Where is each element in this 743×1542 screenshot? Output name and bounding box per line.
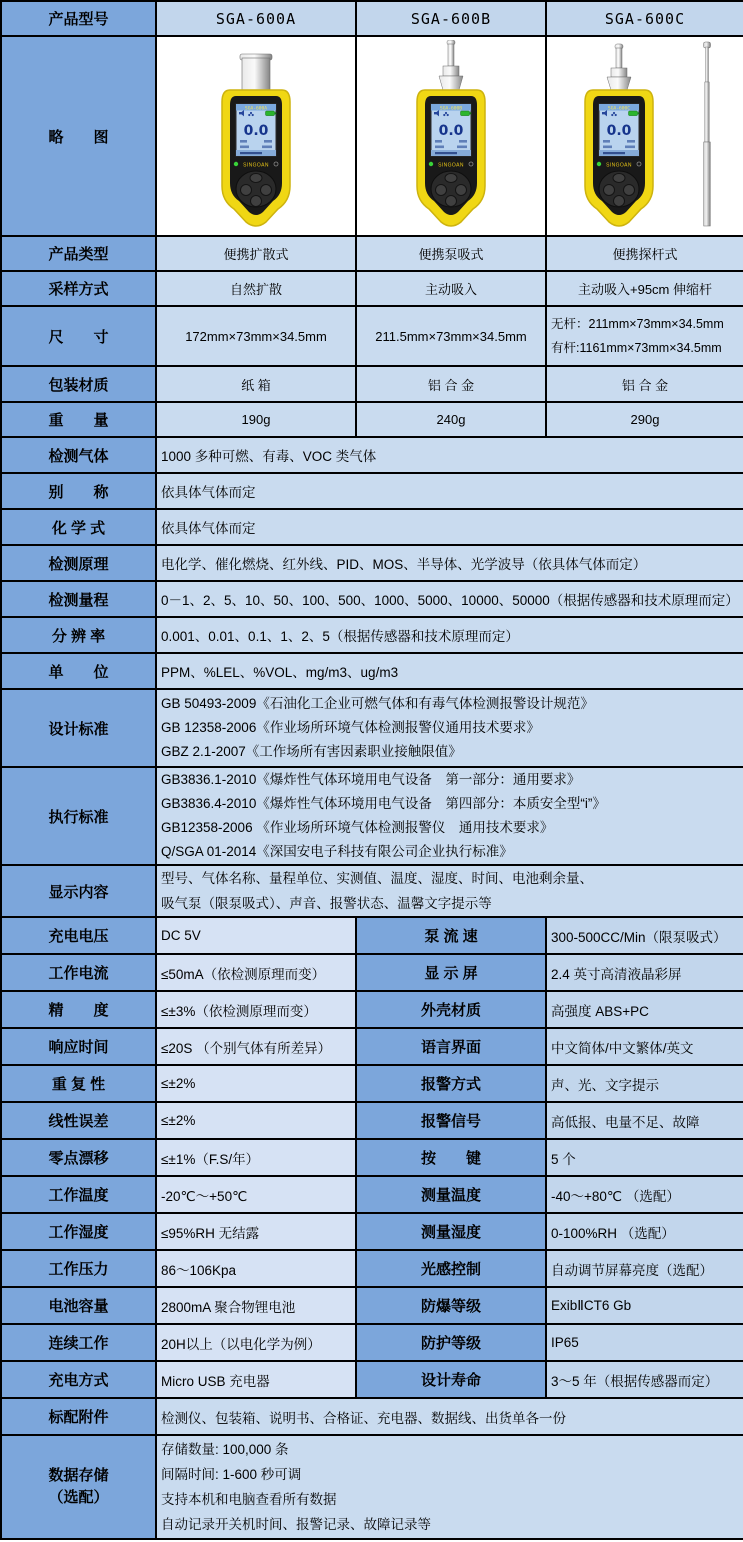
row-label-resolution: 分 辨 率 bbox=[1, 617, 156, 653]
dimension-with-rod: 有杆:1161mm×73mm×34.5mm bbox=[551, 341, 722, 355]
brand-label: SINGOAN bbox=[438, 162, 464, 169]
spec-value: 240g bbox=[356, 402, 546, 437]
table-row bbox=[1, 306, 743, 366]
row-label-repeatability: 重 复 性 bbox=[1, 1065, 156, 1102]
probe-tube bbox=[616, 48, 622, 68]
screen-info-line bbox=[603, 146, 612, 149]
table-row bbox=[1, 473, 743, 509]
battery-icon-nub bbox=[275, 112, 277, 114]
fan-icon bbox=[250, 112, 252, 114]
table-row bbox=[1, 1361, 743, 1398]
screen-info-line bbox=[457, 146, 467, 149]
data-storage-optional-line: （选配） bbox=[48, 1489, 109, 1506]
row-label-packaging-material: 包装材质 bbox=[1, 366, 156, 402]
table-row bbox=[1, 954, 743, 991]
spec-value: 2800mA 聚合物锂电池 bbox=[156, 1287, 356, 1324]
row-label-buttons: 按 键 bbox=[356, 1139, 546, 1176]
spec-value bbox=[546, 306, 743, 366]
fan-icon-blade bbox=[611, 114, 613, 116]
table-row bbox=[1, 1, 743, 36]
screen-info-line bbox=[459, 140, 467, 143]
fan-icon-blade bbox=[248, 114, 250, 116]
row-label-language-interface: 语言界面 bbox=[356, 1028, 546, 1065]
fan-icon bbox=[445, 112, 447, 114]
row-label-pump-flow: 泵 流 速 bbox=[356, 917, 546, 954]
data-storage-label-line: 数据存储 bbox=[48, 1467, 109, 1484]
table-row bbox=[1, 1398, 743, 1435]
spec-value: 便携探杆式 bbox=[546, 236, 743, 271]
screen-info-line bbox=[264, 140, 272, 143]
table-row bbox=[1, 991, 743, 1028]
device-illustration-sga-600c bbox=[555, 40, 735, 232]
battery-icon-nub bbox=[638, 112, 640, 114]
menu-button bbox=[250, 174, 262, 183]
row-label-display-content: 显示内容 bbox=[1, 865, 156, 917]
screen-reading: 0.0 bbox=[243, 123, 269, 139]
row-label-battery-capacity: 电池容量 bbox=[1, 1287, 156, 1324]
brand-label: SINGOAN bbox=[606, 162, 632, 169]
device-illustration-sga-600b bbox=[383, 40, 519, 232]
spec-value: 主动吸入 bbox=[356, 271, 546, 306]
screen-time-text bbox=[240, 152, 262, 154]
spec-value: 290g bbox=[546, 402, 743, 437]
fan-icon-blade bbox=[615, 114, 617, 116]
table-row bbox=[1, 917, 743, 954]
spec-value: 自动调节屏幕亮度（选配） bbox=[546, 1250, 743, 1287]
screen-time-text bbox=[435, 152, 457, 154]
row-label-dimensions: 尺 寸 bbox=[1, 306, 156, 366]
spec-value: 依具体气体而定 bbox=[156, 473, 743, 509]
spec-value: 172mm×73mm×34.5mm bbox=[156, 306, 356, 366]
spec-value: 铝 合 金 bbox=[356, 366, 546, 402]
screen-info-line bbox=[603, 140, 610, 143]
spec-value: 190g bbox=[156, 402, 356, 437]
table-row bbox=[1, 1102, 743, 1139]
table-row bbox=[1, 236, 743, 271]
spec-value: 中文简体/中文繁体/英文 bbox=[546, 1028, 743, 1065]
row-label-measure-temperature: 测量温度 bbox=[356, 1176, 546, 1213]
table-row bbox=[1, 271, 743, 306]
enter-button bbox=[251, 196, 262, 207]
row-label-sketch: 略 图 bbox=[1, 36, 156, 236]
battery-icon bbox=[629, 111, 638, 116]
row-label-sampling-method: 采样方式 bbox=[1, 271, 156, 306]
row-label-chemical-formula: 化 学 式 bbox=[1, 509, 156, 545]
pump-collar bbox=[611, 68, 627, 77]
spec-value: 3～5 年（根据传感器而定） bbox=[546, 1361, 743, 1398]
row-label-detected-gas: 检测气体 bbox=[1, 437, 156, 473]
spec-value: 自然扩散 bbox=[156, 271, 356, 306]
row-label-product-type: 产品类型 bbox=[1, 236, 156, 271]
row-label-detection-principle: 检测原理 bbox=[1, 545, 156, 581]
spec-value: -40～+80℃ （选配） bbox=[546, 1176, 743, 1213]
spec-value: 声、光、文字提示 bbox=[546, 1065, 743, 1102]
standard-line: GBZ 2.1-2007《工作场所有害因素职业接触限值》 bbox=[161, 744, 462, 759]
row-label-detection-range: 检测量程 bbox=[1, 581, 156, 617]
spec-value: 20H以上（以电化学为例） bbox=[156, 1324, 356, 1361]
standard-line: GB 50493-2009《石油化工企业可燃气体和有毒气体检测报警设计规范》 bbox=[161, 696, 594, 711]
device-photo-cell-a bbox=[156, 36, 356, 236]
row-label-charging-method: 充电方式 bbox=[1, 1361, 156, 1398]
telescopic-rod-bottom-segment bbox=[704, 142, 711, 226]
spec-value: 5 个 bbox=[546, 1139, 743, 1176]
spec-value: -20℃～+50℃ bbox=[156, 1176, 356, 1213]
enter-button bbox=[614, 196, 625, 207]
device-illustration-sga-600a bbox=[188, 40, 324, 232]
spec-value: 0－1、2、5、10、50、100、500、1000、5000、10000、50000（根据传感器和技术原理而定） bbox=[156, 581, 743, 617]
screen-time-text bbox=[603, 152, 625, 154]
table-row bbox=[1, 1435, 743, 1539]
spec-value: PPM、%LEL、%VOL、mg/m3、ug/m3 bbox=[156, 653, 743, 689]
screen-info-line bbox=[240, 140, 247, 143]
spec-value: 高强度 ABS+PC bbox=[546, 991, 743, 1028]
display-content-line: 型号、气体名称、量程单位、实测值、温度、湿度、时间、电池剩余量、 bbox=[161, 871, 593, 886]
row-label-execution-standard: 执行标准 bbox=[1, 767, 156, 865]
screen-info-line bbox=[240, 146, 249, 149]
spec-value: 电化学、催化燃烧、红外线、PID、MOS、半导体、光学波导（依具体气体而定） bbox=[156, 545, 743, 581]
storage-spec-line: 间隔时间: 1-600 秒可调 bbox=[161, 1467, 302, 1482]
screen-model-text: SGA-600B bbox=[439, 106, 463, 112]
right-button bbox=[456, 185, 467, 196]
spec-value: 高低报、电量不足、故障 bbox=[546, 1102, 743, 1139]
spec-value: ≤95%RH 无结露 bbox=[156, 1213, 356, 1250]
model-name-sga-600c: SGA-600C bbox=[546, 1, 743, 36]
spec-value bbox=[156, 1435, 743, 1539]
status-led bbox=[597, 162, 601, 166]
enter-button bbox=[446, 196, 457, 207]
device-photo-cell-b bbox=[356, 36, 546, 236]
left-button bbox=[604, 185, 615, 196]
row-label-working-humidity: 工作湿度 bbox=[1, 1213, 156, 1250]
spec-value bbox=[156, 767, 743, 865]
screen-info-line bbox=[262, 146, 272, 149]
fan-icon bbox=[613, 112, 615, 114]
spec-value: 86～106Kpa bbox=[156, 1250, 356, 1287]
screen-model-text: SGA-600A bbox=[244, 106, 268, 112]
spec-value: 0-100%RH （选配） bbox=[546, 1213, 743, 1250]
row-label-alarm-mode: 报警方式 bbox=[356, 1065, 546, 1102]
table-row bbox=[1, 402, 743, 437]
spec-value: ≤±2% bbox=[156, 1102, 356, 1139]
spec-value bbox=[156, 689, 743, 767]
spec-value: Micro USB 充电器 bbox=[156, 1361, 356, 1398]
pump-cone bbox=[607, 77, 631, 90]
left-button bbox=[241, 185, 252, 196]
row-label-continuous-work: 连续工作 bbox=[1, 1324, 156, 1361]
battery-icon bbox=[461, 111, 470, 116]
spec-value: 检测仪、包装箱、说明书、合格证、充电器、数据线、出货单各一份 bbox=[156, 1398, 743, 1435]
spec-value: 2.4 英寸高清液晶彩屏 bbox=[546, 954, 743, 991]
spec-value: 300-500CC/Min（限泵吸式） bbox=[546, 917, 743, 954]
device-photo-cell-c bbox=[546, 36, 743, 236]
table-row bbox=[1, 437, 743, 473]
storage-spec-line: 存储数量: 100,000 条 bbox=[161, 1442, 289, 1457]
row-label-standard-accessories: 标配附件 bbox=[1, 1398, 156, 1435]
spec-value: ≤±1%（F.S/年） bbox=[156, 1139, 356, 1176]
table-row bbox=[1, 366, 743, 402]
row-label-light-control: 光感控制 bbox=[356, 1250, 546, 1287]
standard-line: Q/SGA 01-2014《深国安电子科技有限公司企业执行标准》 bbox=[161, 844, 513, 859]
spec-value: IP65 bbox=[546, 1324, 743, 1361]
table-row bbox=[1, 1324, 743, 1361]
row-label-shell-material: 外壳材质 bbox=[356, 991, 546, 1028]
spec-value bbox=[156, 865, 743, 917]
spec-value: DC 5V bbox=[156, 917, 356, 954]
row-label-working-temperature: 工作温度 bbox=[1, 1176, 156, 1213]
row-label-measure-humidity: 测量湿度 bbox=[356, 1213, 546, 1250]
row-label-zero-drift: 零点漂移 bbox=[1, 1139, 156, 1176]
model-name-sga-600b: SGA-600B bbox=[356, 1, 546, 36]
pump-cone bbox=[439, 76, 463, 90]
fan-icon-blade bbox=[447, 114, 449, 116]
battery-icon bbox=[266, 111, 275, 116]
spec-value: ≤±2% bbox=[156, 1065, 356, 1102]
spec-value: ≤50mA（依检测原理而变） bbox=[156, 954, 356, 991]
row-label-charge-voltage: 充电电压 bbox=[1, 917, 156, 954]
pump-collar bbox=[443, 66, 459, 76]
spec-value: 211.5mm×73mm×34.5mm bbox=[356, 306, 546, 366]
table-row bbox=[1, 509, 743, 545]
row-label-design-life: 设计寿命 bbox=[356, 1361, 546, 1398]
table-row bbox=[1, 1287, 743, 1324]
spec-value: 依具体气体而定 bbox=[156, 509, 743, 545]
row-label-protection-grade: 防护等级 bbox=[356, 1324, 546, 1361]
right-button bbox=[624, 185, 635, 196]
dimension-without-rod: 无杆：211mm×73mm×34.5mm bbox=[551, 317, 724, 331]
standard-line: GB 12358-2006《作业场所环境气体检测报警仪通用技术要求》 bbox=[161, 720, 540, 735]
table-row bbox=[1, 1250, 743, 1287]
row-label-unit: 单 位 bbox=[1, 653, 156, 689]
right-button bbox=[261, 185, 272, 196]
row-label-response-time: 响应时间 bbox=[1, 1028, 156, 1065]
spec-value: 0.001、0.01、0.1、1、2、5（根据传感器和技术原理而定） bbox=[156, 617, 743, 653]
table-row bbox=[1, 1028, 743, 1065]
screen-model-text: SGA-600C bbox=[607, 106, 631, 112]
display-content-line: 吸气泵（限泵吸式）、声音、报警状态、温馨文字提示等 bbox=[161, 896, 492, 911]
row-label-alarm-signal: 报警信号 bbox=[356, 1102, 546, 1139]
row-label-product-model: 产品型号 bbox=[1, 1, 156, 36]
row-label-data-storage bbox=[1, 1435, 156, 1539]
storage-spec-line: 自动记录开关机时间、报警记录、故障记录等 bbox=[161, 1517, 431, 1532]
screen-info-line bbox=[627, 140, 635, 143]
table-row bbox=[1, 1065, 743, 1102]
spec-value: 1000 多种可燃、有毒、VOC 类气体 bbox=[156, 437, 743, 473]
status-led bbox=[429, 162, 433, 166]
probe-tube bbox=[448, 44, 454, 66]
row-label-working-current: 工作电流 bbox=[1, 954, 156, 991]
fan-icon-blade bbox=[252, 114, 254, 116]
standard-line: GB3836.1-2010《爆炸性气体环境用电气设备 第一部分：通用要求》 bbox=[161, 772, 581, 787]
status-led bbox=[234, 162, 238, 166]
spec-value: 主动吸入+95cm 伸缩杆 bbox=[546, 271, 743, 306]
row-label-display-screen: 显 示 屏 bbox=[356, 954, 546, 991]
menu-button bbox=[613, 174, 625, 183]
sensor-cap bbox=[242, 58, 270, 90]
table-row bbox=[1, 767, 743, 865]
telescopic-rod-top-segment bbox=[706, 47, 709, 82]
menu-button bbox=[445, 174, 457, 183]
spec-value: ≤±3%（依检测原理而变） bbox=[156, 991, 356, 1028]
spec-value: 铝 合 金 bbox=[546, 366, 743, 402]
row-label-design-standard: 设计标准 bbox=[1, 689, 156, 767]
standard-line: GB12358-2006 《作业场所环境气体检测报警仪 通用技术要求》 bbox=[161, 820, 554, 835]
spec-value: ≤20S （个别气体有所差异） bbox=[156, 1028, 356, 1065]
spec-value: 便携泵吸式 bbox=[356, 236, 546, 271]
table-row bbox=[1, 1176, 743, 1213]
screen-info-line bbox=[435, 140, 442, 143]
spec-value: 便携扩散式 bbox=[156, 236, 356, 271]
telescopic-rod-mid-segment bbox=[705, 82, 710, 142]
storage-spec-line: 支持本机和电脑查看所有数据 bbox=[161, 1492, 337, 1507]
left-button bbox=[436, 185, 447, 196]
table-row-sketch bbox=[1, 36, 743, 236]
spec-value: ExibⅡCT6 Gb bbox=[546, 1287, 743, 1324]
screen-reading: 0.0 bbox=[438, 123, 464, 139]
table-row bbox=[1, 581, 743, 617]
screen-info-line bbox=[435, 146, 444, 149]
table-row bbox=[1, 1139, 743, 1176]
table-row bbox=[1, 689, 743, 767]
table-row bbox=[1, 865, 743, 917]
model-name-sga-600a: SGA-600A bbox=[156, 1, 356, 36]
row-label-explosion-proof-grade: 防爆等级 bbox=[356, 1287, 546, 1324]
battery-icon-nub bbox=[470, 112, 472, 114]
table-row bbox=[1, 545, 743, 581]
row-label-accuracy: 精 度 bbox=[1, 991, 156, 1028]
spec-value: 纸 箱 bbox=[156, 366, 356, 402]
table-row bbox=[1, 653, 743, 689]
table-row bbox=[1, 1213, 743, 1250]
brand-label: SINGOAN bbox=[243, 162, 269, 169]
row-label-linearity-error: 线性误差 bbox=[1, 1102, 156, 1139]
table-row bbox=[1, 617, 743, 653]
screen-reading: 0.0 bbox=[606, 123, 632, 139]
screen-info-line bbox=[625, 146, 635, 149]
row-label-weight: 重 量 bbox=[1, 402, 156, 437]
standard-line: GB3836.4-2010《爆炸性气体环境用电气设备 第四部分：本质安全型“i”》 bbox=[161, 796, 606, 811]
row-label-alias: 别 称 bbox=[1, 473, 156, 509]
row-label-working-pressure: 工作压力 bbox=[1, 1250, 156, 1287]
fan-icon-blade bbox=[443, 114, 445, 116]
